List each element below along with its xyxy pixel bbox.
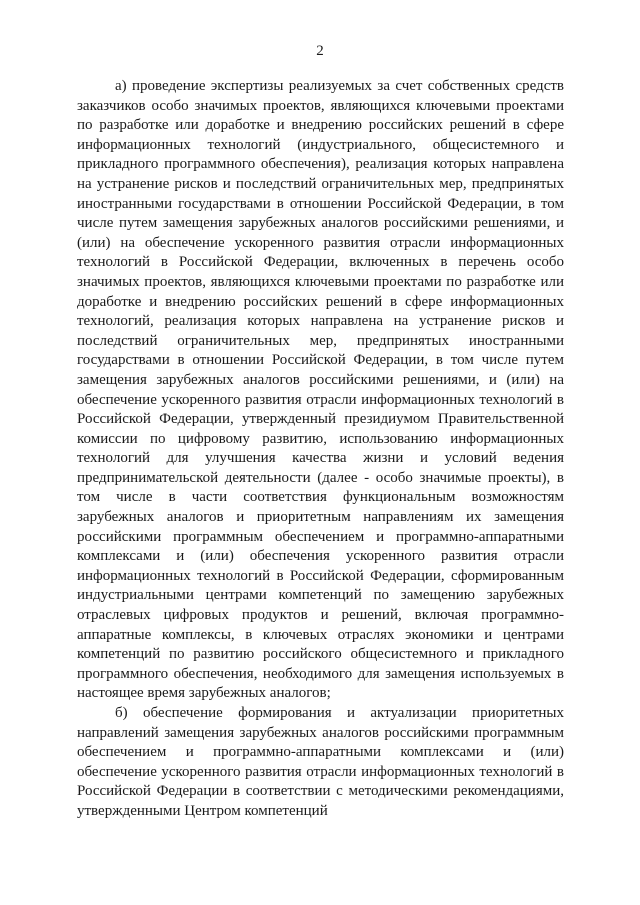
document-body <box>77 77 564 822</box>
paragraph-a: а) проведение экспертизы реализуемых за счет собственных средств заказчиков особо значимых проектов, являющихся ключевыми проектами по разработке или доработке и внедрению российских решений в сфере информационных технологий (индустриального, общесистемного и прикладного программного обеспечения), реализация которых направлена на устранение рисков и последствий ограничительных мер, предпринятых иностранными государствами в отношении Российской Федерации, в том числе путем замещения зарубежных аналогов российскими решениями, и (или) на обеспечение ускоренного развития отрасли информационных технологий в Российской Федерации, включенных в перечень особо значимых проектов, являющихся ключевыми проектами по разработке или доработке и внедрению российских решений в сфере информационных технологий, реализация которых направлена на устранение рисков и последствий ограничительных мер, предпринятых иностранными государствами в отношении Российской Федерации, в том числе путем замещения зарубежных аналогов российскими решениями, и (или) на обеспечение ускоренного развития отрасли информационных технологий в Российской Федерации, утвержденный президиумом Правительственной комиссии по цифровому развитию, использованию информационных технологий для улучшения качества жизни и условий ведения предпринимательской деятельности (далее - особо значимые проекты), в том числе в части соответствия функциональным возможностям зарубежных аналогов и приоритетным направлениям их замещения российскими программным обеспечением и программно-аппаратными комплексами и (или) обеспечения ускоренного развития отрасли информационных технологий в Российской Федерации, сформированным индустриальными центрами компетенций по замещению зарубежных отраслевых цифровых продуктов и решений, включая программно-аппаратные комплексы, в ключевых отраслях экономики и центрами компетенций по развитию российского общесистемного и прикладного программного обеспечения, необходимого для замещения используемых в настоящее время зарубежных аналогов; <box>77 78 564 702</box>
paragraph-b: б) обеспечение формирования и актуализации приоритетных направлений замещения зарубежных аналогов российскими программным обеспечением и программно-аппаратными комплексами и (или) обеспечение ускоренного развития отрасли информационных технологий в Российской Федерации в соответствии с методическими рекомендациями, утвержденными Центром компетенций <box>77 705 564 819</box>
page-number: 2 <box>316 43 324 59</box>
